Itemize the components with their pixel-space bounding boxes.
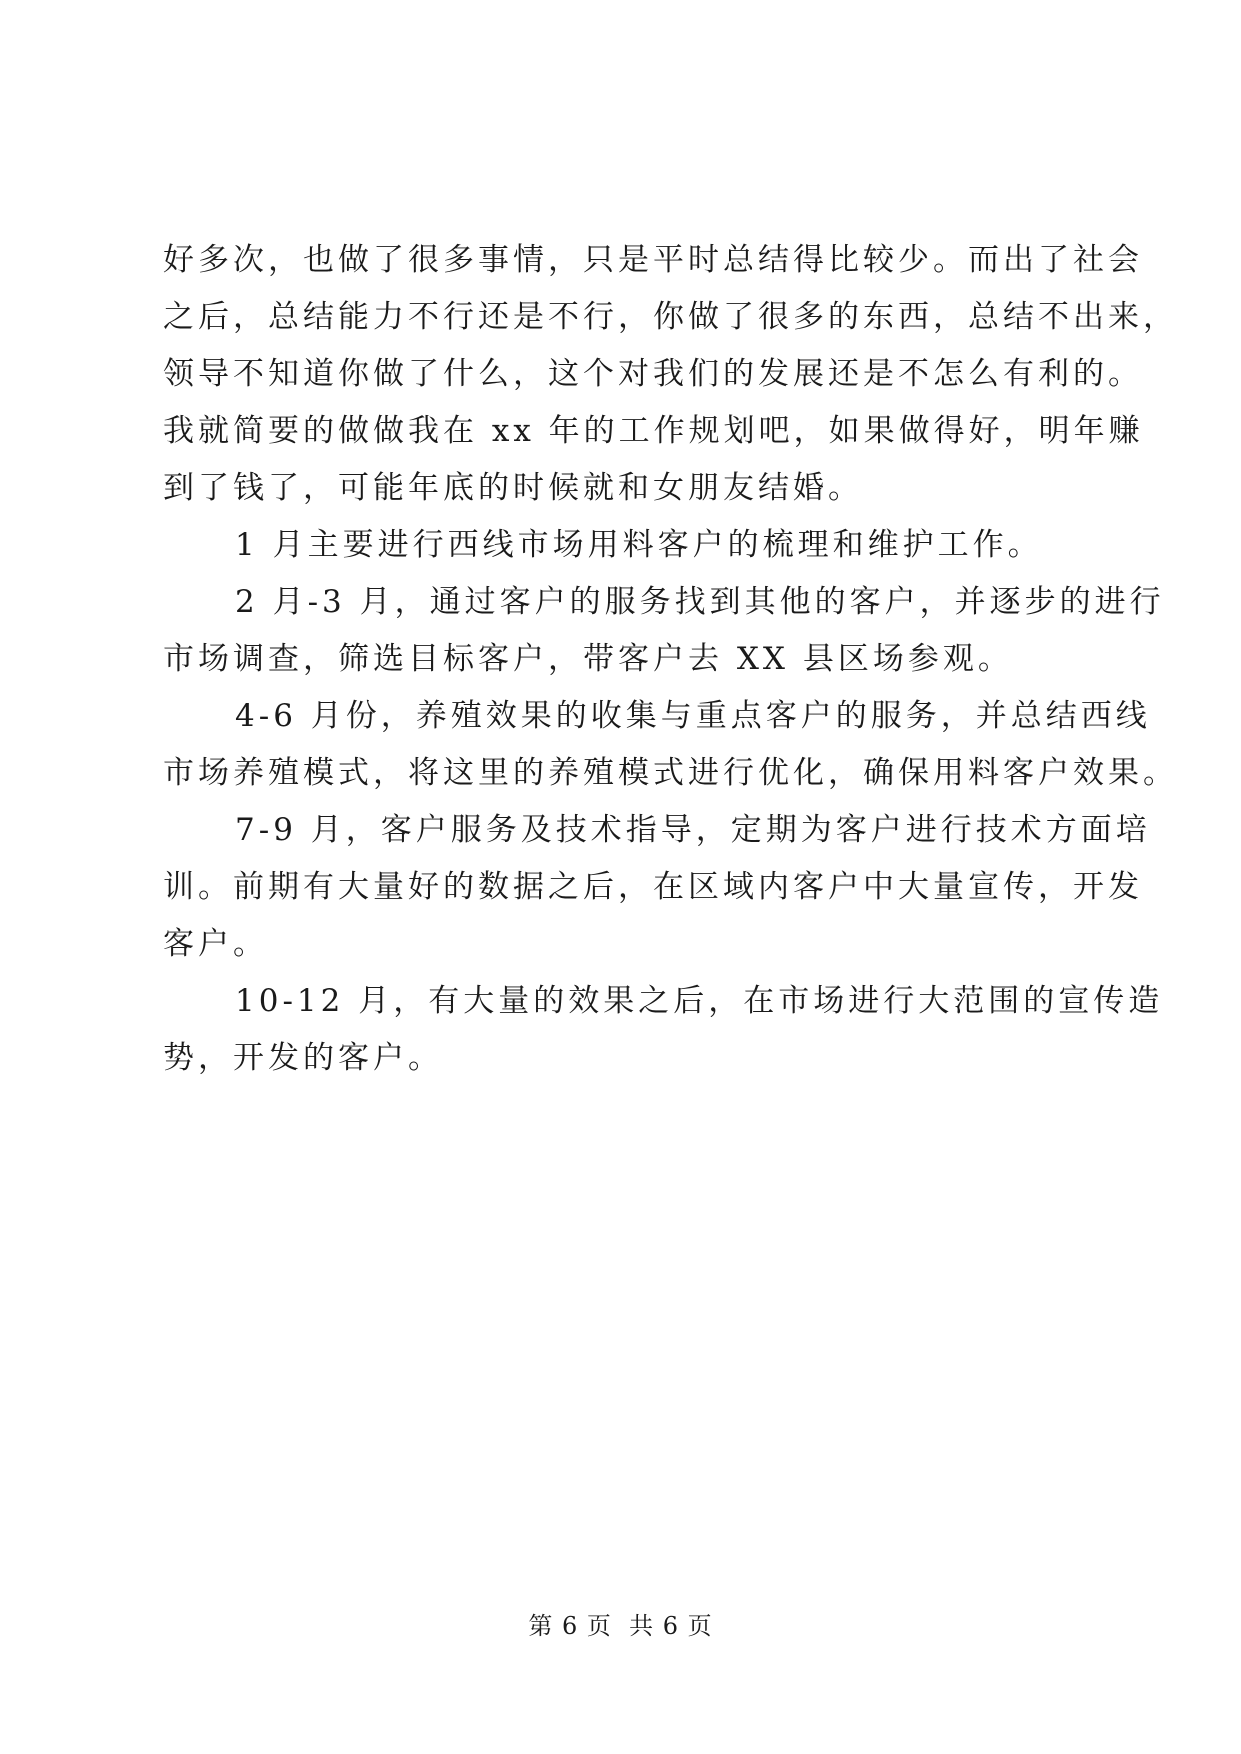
text-line: 训。前期有大量好的数据之后，在区域内客户中大量宣传，开发: [163, 869, 1143, 905]
page-footer-number: 第 6 页 共 6 页: [528, 1612, 713, 1640]
text-line: 客户。: [163, 926, 268, 962]
text-line: 到了钱了，可能年底的时候就和女朋友结婚。: [163, 470, 863, 506]
text-line: 好多次，也做了很多事情，只是平时总结得比较少。而出了社会: [163, 242, 1143, 278]
text-line: 领导不知道你做了什么，这个对我们的发展还是不怎么有利的。: [163, 356, 1143, 392]
paragraph-april-june: [163, 688, 1178, 802]
document-body: [163, 232, 1178, 1087]
paragraph-intro: [163, 232, 1178, 517]
paragraph-february-march: [163, 574, 1165, 688]
paragraph-october-december: [163, 973, 1164, 1087]
text-line: 1 月主要进行西线市场用料客户的梳理和维护工作。: [235, 527, 1043, 563]
text-line: 4-6 月份，养殖效果的收集与重点客户的服务，并总结西线: [235, 698, 1151, 734]
text-line: 2 月-3 月，通过客户的服务找到其他的客户，并逐步的进行: [235, 584, 1165, 620]
text-line: 10-12 月，有大量的效果之后，在市场进行大范围的宣传造: [235, 983, 1164, 1019]
text-line: 势，开发的客户。: [163, 1040, 443, 1076]
text-line: 之后，总结能力不行还是不行，你做了很多的东西，总结不出来，: [163, 299, 1178, 335]
text-line: 7-9 月，客户服务及技术指导，定期为客户进行技术方面培: [235, 812, 1151, 848]
paragraph-july-september: [163, 802, 1151, 973]
paragraph-january: [163, 517, 1083, 574]
text-line: 市场养殖模式，将这里的养殖模式进行优化，确保用料客户效果。: [163, 755, 1178, 791]
text-line: 我就简要的做做我在 xx 年的工作规划吧，如果做得好，明年赚: [163, 413, 1144, 449]
text-line: 市场调查，筛选目标客户，带客户去 XX 县区场参观。: [163, 641, 1013, 677]
